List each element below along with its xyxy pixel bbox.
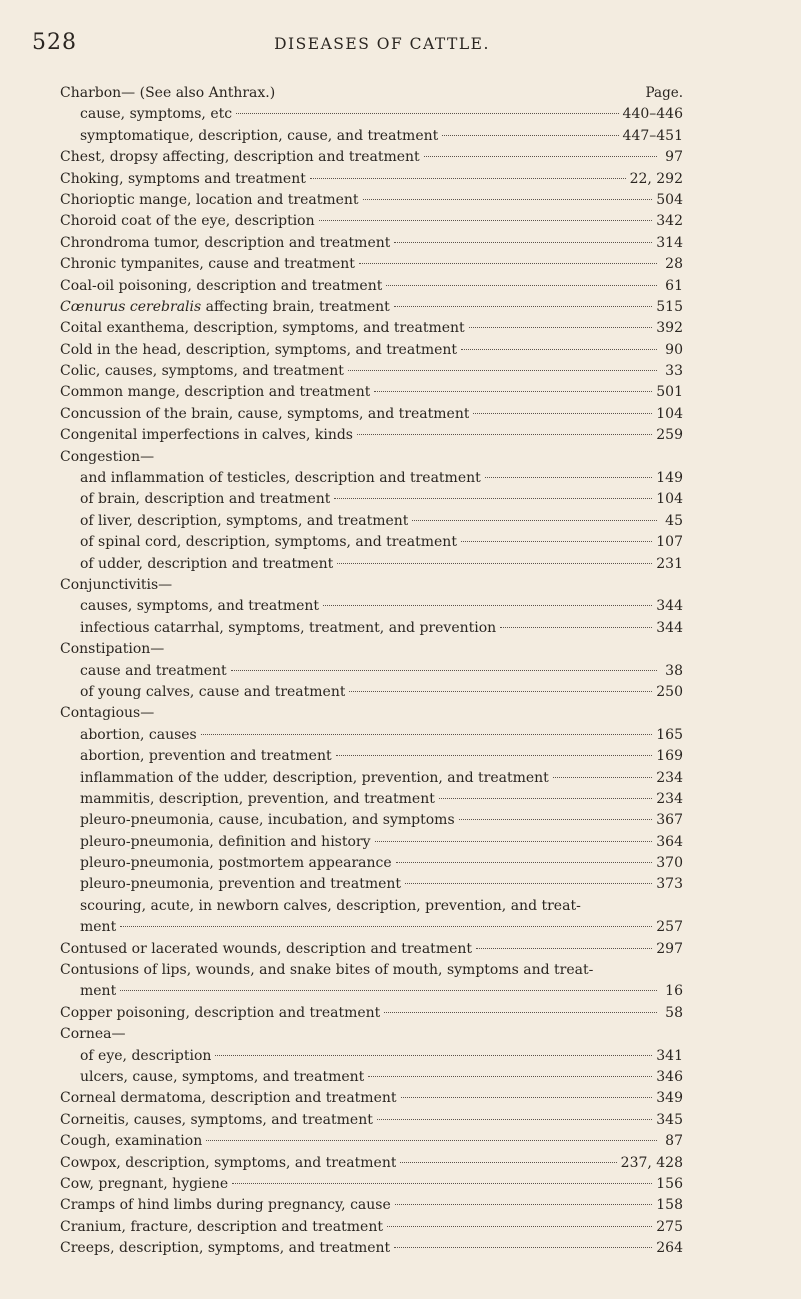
index-entry bbox=[60, 703, 683, 724]
entry-page-number: 38 bbox=[665, 662, 683, 679]
entry-page-number: 16 bbox=[665, 983, 683, 1000]
entry-page-number: 104 bbox=[656, 405, 683, 422]
entry-page-number: 107 bbox=[656, 534, 683, 551]
entry-text: Cramps of hind limbs during pregnancy, cause bbox=[60, 1197, 391, 1214]
entry-page-number: 87 bbox=[665, 1133, 683, 1150]
entry-text: Contused or lacerated wounds, description and treatment bbox=[60, 940, 473, 957]
index-entry bbox=[60, 661, 683, 682]
index-entry bbox=[60, 725, 683, 746]
index-entry bbox=[60, 382, 683, 403]
entry-page-number: 447–451 bbox=[622, 127, 683, 144]
entry-page-number: 237, 428 bbox=[620, 1154, 683, 1171]
entry-page-number: 373 bbox=[656, 876, 683, 893]
index-entry bbox=[60, 768, 683, 789]
entry-text: scouring, acute, in newborn calves, description, prevention, and treat- bbox=[80, 897, 581, 914]
entry-text bbox=[60, 297, 390, 318]
entry-text: pleuro-pneumonia, cause, incubation, and symptoms bbox=[80, 812, 455, 829]
entry-page-number: 250 bbox=[656, 683, 683, 700]
index-entry bbox=[60, 126, 683, 147]
entry-text: Cornea— bbox=[60, 1026, 126, 1043]
index-list bbox=[60, 83, 683, 1259]
index-entry bbox=[60, 318, 683, 339]
entry-text: Chronic tympanites, cause and treatment bbox=[60, 256, 355, 273]
entry-text: Choroid coat of the eye, description bbox=[60, 213, 315, 230]
index-entry bbox=[60, 254, 683, 275]
entry-text: ulcers, cause, symptoms, and treatment bbox=[80, 1068, 365, 1085]
leader-dots bbox=[359, 263, 657, 264]
entry-text: Chorioptic mange, location and treatment bbox=[60, 191, 359, 208]
index-entry bbox=[60, 404, 683, 425]
index-entry bbox=[60, 874, 683, 895]
entry-text: of spinal cord, description, symptoms, and treatment bbox=[80, 534, 457, 551]
entry-text: pleuro-pneumonia, postmortem appearance bbox=[80, 855, 392, 872]
entry-page-number: 342 bbox=[656, 213, 683, 230]
entry-page-number: 515 bbox=[656, 298, 683, 315]
entry-text: of liver, description, symptoms, and treatment bbox=[80, 512, 409, 529]
entry-page-number: 297 bbox=[656, 940, 683, 957]
index-entry bbox=[60, 853, 683, 874]
index-entry bbox=[60, 425, 683, 446]
index-entry bbox=[60, 1003, 683, 1024]
leader-dots bbox=[461, 541, 652, 542]
leader-dots bbox=[368, 1076, 652, 1077]
leader-dots bbox=[349, 691, 652, 692]
index-entry bbox=[60, 1195, 683, 1216]
entry-text: pleuro-pneumonia, definition and history bbox=[80, 833, 371, 850]
index-entry bbox=[60, 489, 683, 510]
entry-page-number: 97 bbox=[665, 149, 683, 166]
leader-dots bbox=[394, 242, 652, 243]
index-entry bbox=[60, 939, 683, 960]
index-entry bbox=[60, 981, 683, 1002]
leader-dots bbox=[424, 156, 657, 157]
entry-page-number: 165 bbox=[656, 726, 683, 743]
page-column-label: Page. bbox=[645, 85, 683, 101]
entry-text: Conjunctivitis— bbox=[60, 576, 173, 593]
running-title: DISEASES OF CATTLE. bbox=[274, 35, 490, 53]
entry-page-number: 169 bbox=[656, 748, 683, 765]
index-entry bbox=[60, 896, 683, 917]
entry-text: pleuro-pneumonia, prevention and treatment bbox=[80, 876, 402, 893]
index-entry bbox=[60, 1238, 683, 1259]
entry-text: mammitis, description, prevention, and treatment bbox=[80, 790, 435, 807]
index-entry bbox=[60, 169, 683, 190]
index-entry bbox=[60, 1088, 683, 1109]
entry-text: Charbon— (See also Anthrax.) bbox=[60, 85, 276, 101]
index-entry bbox=[60, 810, 683, 831]
index-entry bbox=[60, 596, 683, 617]
index-entry bbox=[60, 1067, 683, 1088]
index-entry bbox=[60, 1024, 683, 1045]
leader-dots bbox=[500, 627, 652, 628]
leader-dots bbox=[405, 883, 652, 884]
entry-text: ment bbox=[80, 919, 117, 936]
index-entry bbox=[60, 211, 683, 232]
entry-page-number: 264 bbox=[656, 1240, 683, 1257]
entry-text: Copper poisoning, description and treatment bbox=[60, 1004, 381, 1021]
leader-dots bbox=[236, 113, 618, 114]
leader-dots bbox=[387, 1226, 652, 1227]
entry-text-rest: affecting brain, treatment bbox=[201, 298, 390, 315]
entry-text: ment bbox=[80, 983, 117, 1000]
entry-page-number: 257 bbox=[656, 919, 683, 936]
entry-text: cause and treatment bbox=[80, 662, 227, 679]
entry-page-number: 149 bbox=[656, 470, 683, 487]
leader-dots bbox=[553, 777, 652, 778]
leader-dots bbox=[396, 862, 653, 863]
entry-page-number: 345 bbox=[656, 1111, 683, 1128]
index-entry bbox=[60, 340, 683, 361]
entry-text: Cold in the head, description, symptoms, and treatment bbox=[60, 341, 458, 358]
index-entry bbox=[60, 468, 683, 489]
entry-text: Common mange, description and treatment bbox=[60, 384, 371, 401]
entry-text: Colic, causes, symptoms, and treatment bbox=[60, 363, 344, 380]
entry-page-number: 314 bbox=[656, 234, 683, 251]
entry-text: Contagious— bbox=[60, 705, 155, 722]
index-entry bbox=[60, 190, 683, 211]
leader-dots bbox=[120, 926, 652, 927]
index-entry bbox=[60, 447, 683, 468]
entry-text: of eye, description bbox=[80, 1047, 212, 1064]
entry-italic-term: Cœnurus cerebralis bbox=[60, 298, 202, 315]
leader-dots bbox=[334, 498, 652, 499]
leader-dots bbox=[231, 670, 657, 671]
leader-dots bbox=[384, 1012, 657, 1013]
entry-page-number: 501 bbox=[656, 384, 683, 401]
entry-text: abortion, causes bbox=[80, 726, 197, 743]
entry-text: symptomatique, description, cause, and treatment bbox=[80, 127, 439, 144]
leader-dots bbox=[363, 199, 653, 200]
leader-dots bbox=[232, 1183, 652, 1184]
index-entry bbox=[60, 917, 683, 938]
index-entry bbox=[60, 361, 683, 382]
leader-dots bbox=[375, 841, 653, 842]
index-entry bbox=[60, 832, 683, 853]
leader-dots bbox=[201, 734, 653, 735]
index-entry bbox=[60, 532, 683, 553]
entry-page-number: 344 bbox=[656, 598, 683, 615]
entry-page-number: 158 bbox=[656, 1197, 683, 1214]
index-entry bbox=[60, 147, 683, 168]
leader-dots bbox=[323, 605, 652, 606]
entry-page-number: 341 bbox=[656, 1047, 683, 1064]
entry-page-number: 28 bbox=[665, 256, 683, 273]
leader-dots bbox=[348, 370, 657, 371]
entry-text: Corneal dermatoma, description and treatment bbox=[60, 1090, 397, 1107]
entry-text: of young calves, cause and treatment bbox=[80, 683, 346, 700]
leader-dots bbox=[374, 391, 652, 392]
index-entry bbox=[60, 960, 683, 981]
entry-text: Choking, symptoms and treatment bbox=[60, 170, 306, 187]
index-entry bbox=[60, 746, 683, 767]
index-entry bbox=[60, 789, 683, 810]
entry-page-number: 58 bbox=[665, 1004, 683, 1021]
entry-text: Cranium, fracture, description and treatment bbox=[60, 1218, 383, 1235]
entry-text: Chrondroma tumor, description and treatment bbox=[60, 234, 391, 251]
index-entry bbox=[60, 575, 683, 596]
index-entry bbox=[60, 682, 683, 703]
entry-text: Cowpox, description, symptoms, and treatment bbox=[60, 1154, 397, 1171]
leader-dots bbox=[485, 477, 653, 478]
entry-page-number: 234 bbox=[656, 769, 683, 786]
entry-text: Chest, dropsy affecting, description and treatment bbox=[60, 149, 420, 166]
leader-dots bbox=[336, 755, 653, 756]
index-entry bbox=[60, 1131, 683, 1152]
leader-dots bbox=[439, 798, 652, 799]
leader-dots bbox=[400, 1162, 616, 1163]
entry-text: Coal-oil poisoning, description and treatment bbox=[60, 277, 383, 294]
entry-text: cause, symptoms, etc bbox=[80, 106, 233, 123]
leader-dots bbox=[120, 990, 657, 991]
entry-page-number: 33 bbox=[665, 363, 683, 380]
index-entry bbox=[60, 1046, 683, 1067]
leader-dots bbox=[386, 285, 657, 286]
leader-dots bbox=[395, 1204, 653, 1205]
entry-page-number: 231 bbox=[656, 555, 683, 572]
entry-page-number: 346 bbox=[656, 1068, 683, 1085]
page-number: 528 bbox=[32, 30, 77, 55]
leader-dots bbox=[461, 349, 657, 350]
leader-dots bbox=[215, 1055, 652, 1056]
entry-page-number: 392 bbox=[656, 320, 683, 337]
entry-page-number: 61 bbox=[665, 277, 683, 294]
entry-page-number: 259 bbox=[656, 427, 683, 444]
leader-dots bbox=[401, 1097, 653, 1098]
leader-dots bbox=[319, 220, 653, 221]
leader-dots bbox=[394, 1247, 652, 1248]
leader-dots bbox=[442, 135, 618, 136]
entry-text: of brain, description and treatment bbox=[80, 491, 331, 508]
entry-page-number: 349 bbox=[656, 1090, 683, 1107]
leader-dots bbox=[469, 327, 653, 328]
entry-text: causes, symptoms, and treatment bbox=[80, 598, 320, 615]
entry-page-number: 22, 292 bbox=[629, 170, 683, 187]
entry-page-number: 367 bbox=[656, 812, 683, 829]
leader-dots bbox=[459, 819, 653, 820]
entry-text: Cough, examination bbox=[60, 1133, 203, 1150]
entry-text: Creeps, description, symptoms, and treatment bbox=[60, 1240, 391, 1257]
leader-dots bbox=[357, 434, 652, 435]
entry-text: Coital exanthema, description, symptoms, and treatment bbox=[60, 320, 465, 337]
page-header bbox=[32, 30, 732, 60]
index-entry bbox=[60, 297, 683, 318]
leader-dots bbox=[394, 306, 653, 307]
entry-page-number: 440–446 bbox=[622, 106, 683, 123]
index-entry bbox=[60, 618, 683, 639]
entry-text: Constipation— bbox=[60, 641, 165, 658]
entry-text: inflammation of the udder, description, prevention, and treatment bbox=[80, 769, 549, 786]
index-entry bbox=[60, 1153, 683, 1174]
entry-page-number: 234 bbox=[656, 790, 683, 807]
entry-text: Cow, pregnant, hygiene bbox=[60, 1175, 229, 1192]
index-entry bbox=[60, 104, 683, 125]
entry-text: Contusions of lips, wounds, and snake bites of mouth, symptoms and treat- bbox=[60, 962, 594, 979]
leader-dots bbox=[206, 1140, 657, 1141]
index-entry bbox=[60, 1217, 683, 1238]
entry-page-number: 344 bbox=[656, 619, 683, 636]
leader-dots bbox=[310, 178, 626, 179]
entry-text: of udder, description and treatment bbox=[80, 555, 334, 572]
index-entry bbox=[60, 639, 683, 660]
entry-text: and inflammation of testicles, description and treatment bbox=[80, 470, 481, 487]
index-entry bbox=[60, 233, 683, 254]
entry-text: Congestion— bbox=[60, 448, 155, 465]
entry-text: infectious catarrhal, symptoms, treatment, and prevention bbox=[80, 619, 497, 636]
entry-page-number: 104 bbox=[656, 491, 683, 508]
leader-dots bbox=[412, 520, 657, 521]
entry-text: Congenital imperfections in calves, kinds bbox=[60, 427, 353, 444]
leader-dots bbox=[473, 413, 652, 414]
entry-page-number: 364 bbox=[656, 833, 683, 850]
index-entry bbox=[60, 511, 683, 532]
entry-page-number: 45 bbox=[665, 512, 683, 529]
entry-page-number: 504 bbox=[656, 191, 683, 208]
index-entry bbox=[60, 1174, 683, 1195]
leader-dots bbox=[337, 563, 652, 564]
index-entry bbox=[60, 83, 683, 104]
entry-page-number: 156 bbox=[656, 1175, 683, 1192]
entry-page-number: 90 bbox=[665, 341, 683, 358]
leader-dots bbox=[476, 948, 652, 949]
index-entry bbox=[60, 276, 683, 297]
index-entry bbox=[60, 554, 683, 575]
index-entry bbox=[60, 1110, 683, 1131]
entry-page-number: 370 bbox=[656, 855, 683, 872]
leader-dots bbox=[377, 1119, 652, 1120]
entry-text: abortion, prevention and treatment bbox=[80, 748, 332, 765]
entry-text: Corneitis, causes, symptoms, and treatment bbox=[60, 1111, 373, 1128]
entry-text: Concussion of the brain, cause, symptoms, and treatment bbox=[60, 405, 470, 422]
entry-page-number: 275 bbox=[656, 1218, 683, 1235]
